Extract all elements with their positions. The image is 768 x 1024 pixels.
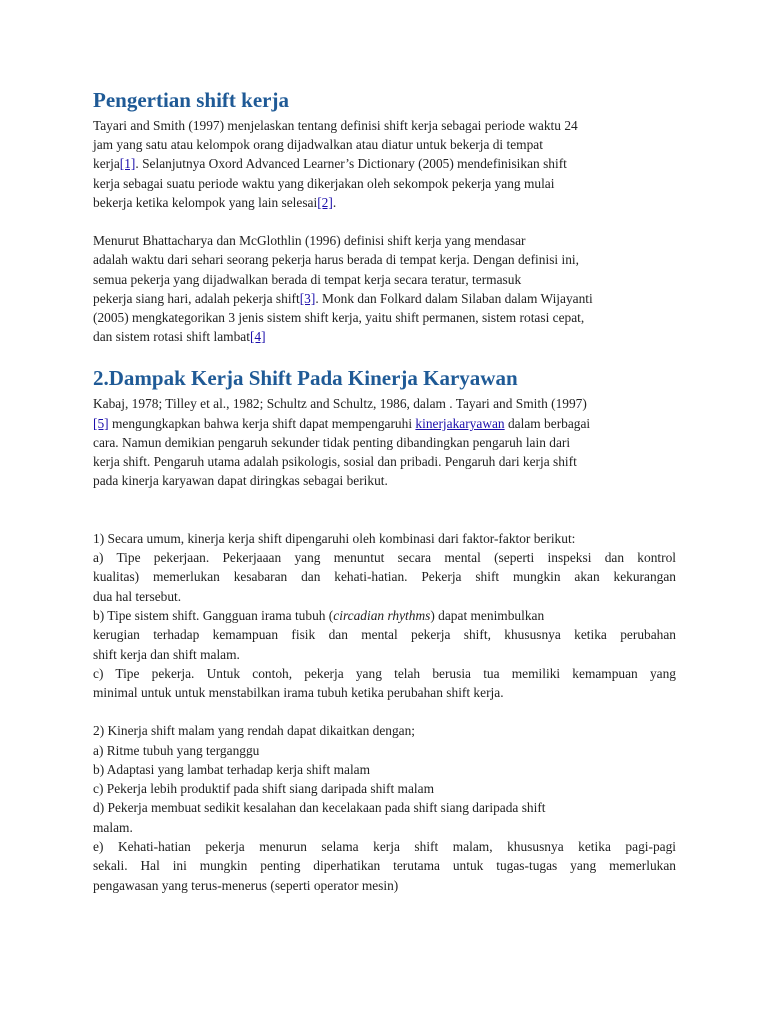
text: semua pekerja yang dijadwalkan berada di tempat kerja secara teratur, termasuk bbox=[93, 272, 522, 287]
list-item-line bbox=[93, 683, 676, 703]
list-item-line bbox=[93, 625, 676, 645]
paragraph-line bbox=[93, 433, 676, 453]
paragraph-line bbox=[93, 270, 676, 290]
text: sekali. Hal ini mungkin penting diperhatikan terutama untuk tugas-tugas yang memerlukan bbox=[93, 858, 676, 873]
text: (2005) mengkategorikan 3 jenis sistem shift kerja, yaitu shift permanen, sistem rotasi cepat, bbox=[93, 310, 585, 325]
text: c) Tipe pekerja. Untuk contoh, pekerja yang telah berusia tua memiliki kemampuan yang bbox=[93, 666, 676, 681]
text: . Monk dan Folkard dalam Silaban dalam Wijayanti bbox=[315, 291, 593, 306]
text: minimal untuk untuk menstabilkan irama tubuh ketika perubahan shift kerja. bbox=[93, 685, 504, 700]
footnote-link-5[interactable]: [5] bbox=[93, 416, 109, 431]
list-item-line bbox=[93, 779, 676, 799]
list-item-line bbox=[93, 760, 676, 780]
text: bekerja ketika kelompok yang lain selesai bbox=[93, 195, 318, 210]
footnote-link-4[interactable]: [4] bbox=[249, 329, 266, 344]
list-item-line bbox=[93, 587, 676, 607]
text: kerja bbox=[93, 156, 120, 171]
text: . bbox=[332, 195, 337, 210]
text: jam yang satu atau kelompok orang dijadwalkan atau diatur untuk bekerja di tempat bbox=[93, 137, 543, 152]
text: 1) Secara umum, kinerja kerja shift dipengaruhi oleh kombinasi dari faktor-faktor berikut: bbox=[93, 531, 576, 546]
text: . Selanjutnya Oxord Advanced Learner’s Dictionary (2005) mendefinisikan shift bbox=[135, 156, 567, 171]
paragraph-line bbox=[93, 116, 676, 136]
list-item-line bbox=[93, 856, 676, 876]
section-title-pengertian: Pengertian shift kerja bbox=[93, 88, 289, 112]
list-item-line bbox=[93, 567, 676, 587]
text: pengawasan yang terus-menerus (seperti operator mesin) bbox=[93, 878, 399, 893]
paragraph-line bbox=[93, 394, 676, 414]
paragraph-line bbox=[93, 193, 676, 213]
text: mengungkapkan bahwa kerja shift dapat mempengaruhi bbox=[108, 416, 416, 431]
text: Kabaj, 1978; Tilley et al., 1982; Schultz and Schultz, 1986, dalam . Tayari and Smith (1997) bbox=[93, 396, 587, 411]
text: dan sistem rotasi shift lambat bbox=[93, 329, 250, 344]
list-item-line bbox=[93, 721, 676, 741]
paragraph-line bbox=[93, 414, 676, 434]
text: b) Tipe sistem shift. Gangguan irama tubuh ( bbox=[93, 608, 334, 623]
paragraph-line bbox=[93, 452, 676, 472]
list-item-line bbox=[93, 876, 676, 896]
text: c) Pekerja lebih produktif pada shift siang daripada shift malam bbox=[93, 781, 434, 796]
list-item-line bbox=[93, 798, 676, 818]
text: b) Adaptasi yang lambat terhadap kerja shift malam bbox=[93, 762, 371, 777]
text: a) Ritme tubuh yang terganggu bbox=[93, 743, 260, 758]
list-item-line bbox=[93, 837, 676, 857]
text: pekerja siang hari, adalah pekerja shift bbox=[93, 291, 300, 306]
footnote-link-3[interactable]: [3] bbox=[299, 291, 316, 306]
text: malam. bbox=[93, 820, 133, 835]
text-italic: circadian rhythms bbox=[333, 608, 431, 623]
kinerja-karyawan-link[interactable]: kinerjakaryawan bbox=[415, 416, 505, 431]
paragraph-line bbox=[93, 289, 676, 309]
text: pada kinerja karyawan dapat diringkas sebagai berikut. bbox=[93, 473, 388, 488]
footnote-link-1[interactable]: [1] bbox=[119, 156, 136, 171]
paragraph-line bbox=[93, 154, 676, 174]
text: Tayari and Smith (1997) menjelaskan tentang definisi shift kerja sebagai periode waktu 24 bbox=[93, 118, 578, 133]
paragraph-line bbox=[93, 174, 676, 194]
text: 2) Kinerja shift malam yang rendah dapat dikaitkan dengan; bbox=[93, 723, 416, 738]
section-title-dampak: 2.Dampak Kerja Shift Pada Kinerja Karyawan bbox=[93, 366, 518, 390]
paragraph-line bbox=[93, 231, 676, 251]
footnote-link-2[interactable]: [2] bbox=[317, 195, 333, 210]
text: ) dapat menimbulkan bbox=[430, 608, 545, 623]
text: adalah waktu dari sehari seorang pekerja harus berada di tempat kerja. Dengan definisi ini, bbox=[93, 252, 579, 267]
list-item-line bbox=[93, 548, 676, 568]
paragraph-line bbox=[93, 327, 676, 347]
paragraph-line bbox=[93, 250, 676, 270]
list-item-line bbox=[93, 645, 676, 665]
text: cara. Namun demikian pengaruh sekunder tidak penting dibandingkan pengaruh lain dari bbox=[93, 435, 571, 450]
list-item-line bbox=[93, 741, 676, 761]
list-item-line bbox=[93, 606, 676, 626]
text: kerja shift. Pengaruh utama adalah psikologis, sosial dan pribadi. Pengaruh dari kerja shift bbox=[93, 454, 577, 469]
text: d) Pekerja membuat sedikit kesalahan dan kecelakaan pada shift siang daripada shift bbox=[93, 800, 546, 815]
list-item-line bbox=[93, 529, 676, 549]
text: kerja sebagai suatu periode waktu yang dikerjakan oleh sekompok pekerja yang mulai bbox=[93, 176, 555, 191]
text: kualitas) memerlukan kesabaran dan kehati-hatian. Pekerja shift mungkin akan kekurangan bbox=[93, 569, 676, 584]
list-item-line bbox=[93, 664, 676, 684]
text: dalam berbagai bbox=[504, 416, 591, 431]
paragraph-line bbox=[93, 135, 676, 155]
text: Menurut Bhattacharya dan McGlothlin (1996) definisi shift kerja yang mendasar bbox=[93, 233, 526, 248]
text: a) Tipe pekerjaan. Pekerjaaan yang menuntut secara mental (seperti inspeksi dan kontrol bbox=[93, 550, 676, 565]
list-item-line bbox=[93, 818, 676, 838]
text: dua hal tersebut. bbox=[93, 589, 182, 604]
text: e) Kehati-hatian pekerja menurun selama kerja shift malam, khususnya ketika pagi-pagi bbox=[93, 839, 676, 854]
paragraph-line bbox=[93, 308, 676, 328]
text: kerugian terhadap kemampuan fisik dan mental pekerja shift, khususnya ketika perubahan bbox=[93, 627, 676, 642]
text: shift kerja dan shift malam. bbox=[93, 647, 240, 662]
paragraph-line bbox=[93, 471, 676, 491]
